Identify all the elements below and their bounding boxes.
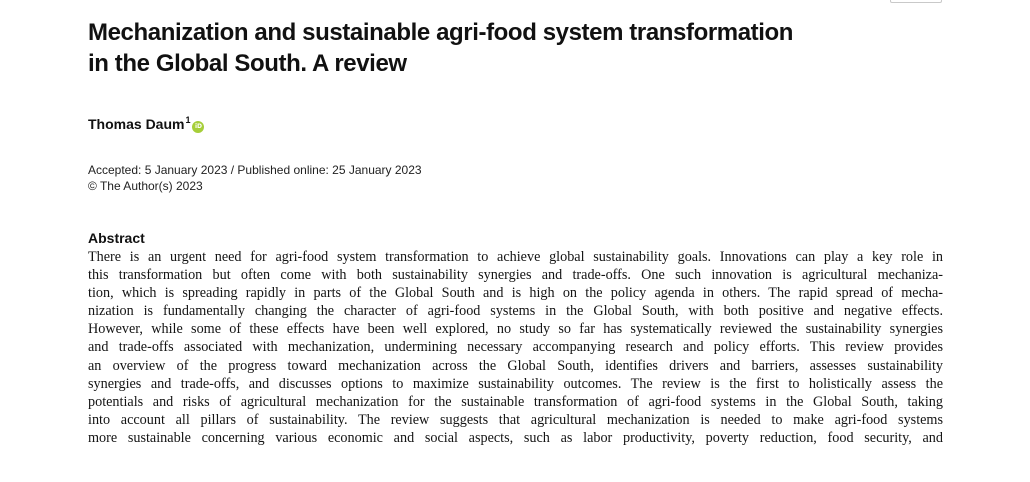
abstract-line: more sustainable concerning various economic and social aspects, such as labor productivity, poverty reduction, food security, and: [88, 429, 943, 446]
publication-meta: [88, 162, 422, 194]
author-line: [88, 111, 204, 133]
publication-dates: Accepted: 5 January 2023 / Published online: 25 January 2023: [88, 163, 422, 177]
abstract-line: However, while some of these effects have been well explored, no study so far has systematically reviewed the sustainability synergies: [88, 321, 943, 338]
abstract-line: and trade-offs associated with mechanization, undermining necessary accompanying research and policy efforts. This review provides: [88, 339, 943, 356]
paper-title: [88, 17, 848, 79]
abstract-line: synergies and trade-offs, and discusses options to maximize sustainability outcomes. The review is the first to holistically assess the: [88, 375, 943, 392]
paper-title-line: Mechanization and sustainable agri-food system transformation: [88, 19, 794, 46]
abstract-line: into account all pillars of sustainability. The review suggests that agricultural mechanization is needed to make agri-food systems: [88, 411, 943, 428]
abstract-line: nization is fundamentally changing the character of agri-food systems in the Global South, with both positive and negative effects.: [88, 303, 943, 320]
abstract-line: this transformation but often come with both sustainability synergies and trade-offs. One such innovation is agricultural mechaniza-: [88, 267, 943, 284]
affiliation-marker: 1: [185, 115, 191, 125]
abstract-line: tion, which is spreading rapidly in parts of the Global South and is high on the policy agenda in others. The rapid spread of mecha-: [88, 285, 943, 302]
abstract-line: an overview of the progress toward mechanization across the Global South, identifies drivers and barriers, assesses sustainability: [88, 357, 943, 374]
orcid-icon[interactable]: iD: [192, 121, 204, 133]
abstract-heading: Abstract: [88, 230, 145, 246]
copyright-notice: © The Author(s) 2023: [88, 179, 203, 193]
author-name: Thomas Daum: [88, 116, 185, 132]
abstract-line: potentials and risks of agricultural mechanization for the sustainable transformation of agri-food systems in the Global South, taking: [88, 393, 943, 410]
paper-title-line: in the Global South. A review: [88, 50, 407, 77]
abstract-body: [88, 248, 943, 447]
page-corner-tab: [890, 0, 942, 3]
abstract-line: There is an urgent need for agri-food system transformation to achieve global sustainability goals. Innovations can play a key role in: [88, 249, 943, 265]
